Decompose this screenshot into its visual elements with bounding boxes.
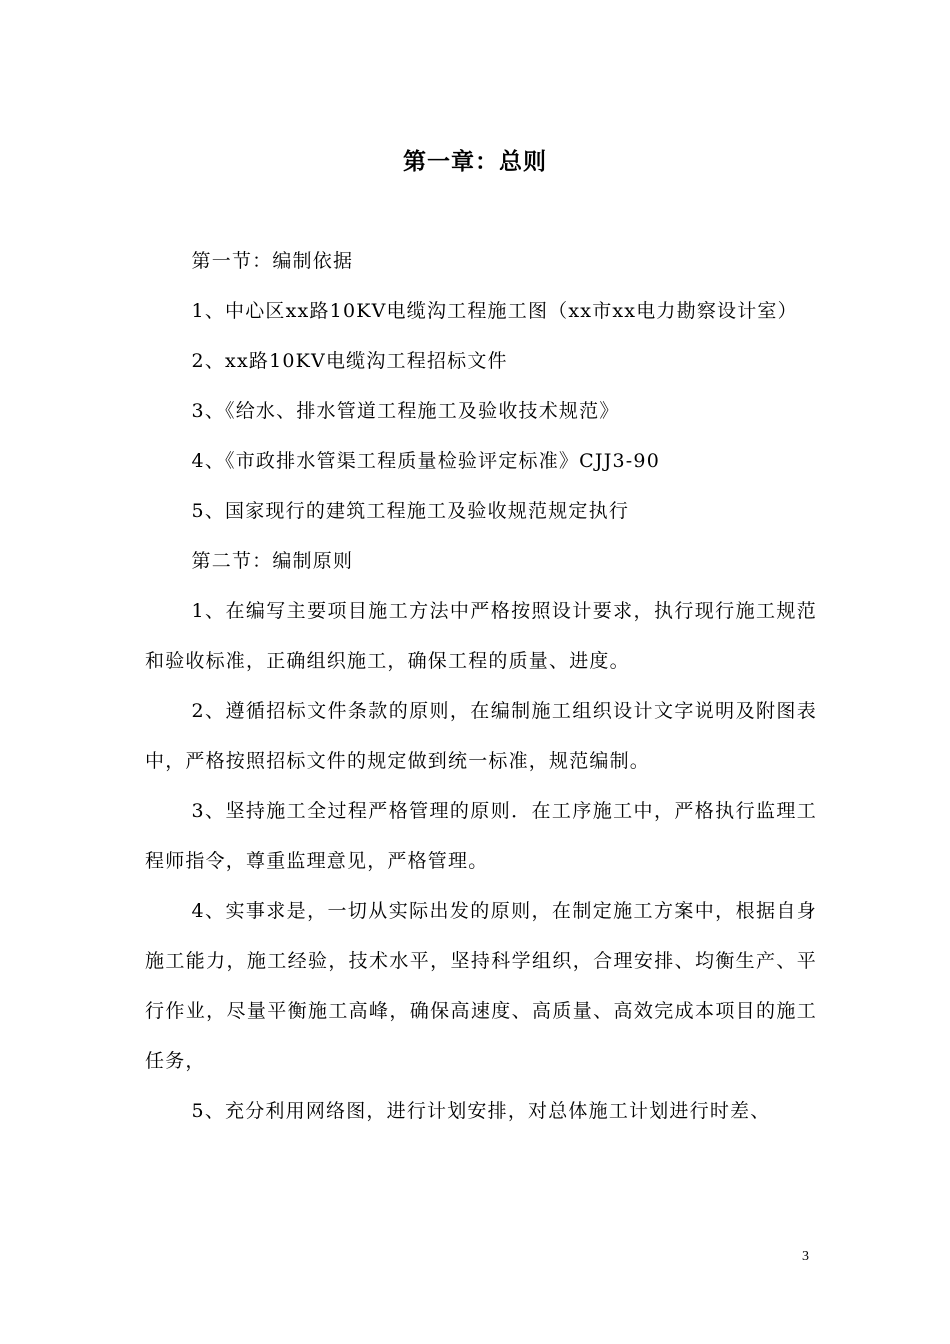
basis-item-2: 2、xx路10KV电缆沟工程招标文件 bbox=[191, 350, 508, 372]
principle-item-3: 3、坚持施工全过程严格管理的原则．在工序施工中，严格执行监理工程师指令，尊重监理意见，严格管理。 bbox=[145, 800, 817, 872]
basis-item-5: 5、国家现行的建筑工程施工及验收规范规定执行 bbox=[191, 500, 630, 522]
basis-item-4: 4、《市政排水管渠工程质量检验评定标准》CJJ3-90 bbox=[191, 450, 660, 472]
basis-item-3: 3、《给水、排水管道工程施工及验收技术规范》 bbox=[191, 400, 620, 422]
page-number: 3 bbox=[802, 1249, 809, 1264]
body-text bbox=[145, 236, 817, 1136]
section-heading-principles: 第二节：编制原则 bbox=[191, 550, 354, 572]
principle-item-2: 2、遵循招标文件条款的原则，在编制施工组织设计文字说明及附图表中，严格按照招标文件的规定做到统一标准，规范编制。 bbox=[145, 700, 817, 772]
chapter-title: 第一章：总则 bbox=[403, 148, 547, 175]
basis-item-1: 1、中心区xx路10KV电缆沟工程施工图（xx市xx电力勘察设计室） bbox=[191, 300, 798, 322]
section-heading-basis: 第一节：编制依据 bbox=[191, 250, 354, 272]
principle-item-4: 4、实事求是，一切从实际出发的原则，在制定施工方案中，根据自身施工能力，施工经验，技术水平，坚持科学组织，合理安排、均衡生产、平行作业，尽量平衡施工高峰，确保高速度、高质量、高效完成本项目的施工任务， bbox=[145, 900, 817, 1072]
principle-item-1: 1、在编写主要项目施工方法中严格按照设计要求，执行现行施工规范和验收标准，正确组织施工，确保工程的质量、进度。 bbox=[145, 600, 817, 672]
principle-item-5: 5、充分利用网络图，进行计划安排，对总体施工计划进行时差、 bbox=[191, 1100, 771, 1122]
